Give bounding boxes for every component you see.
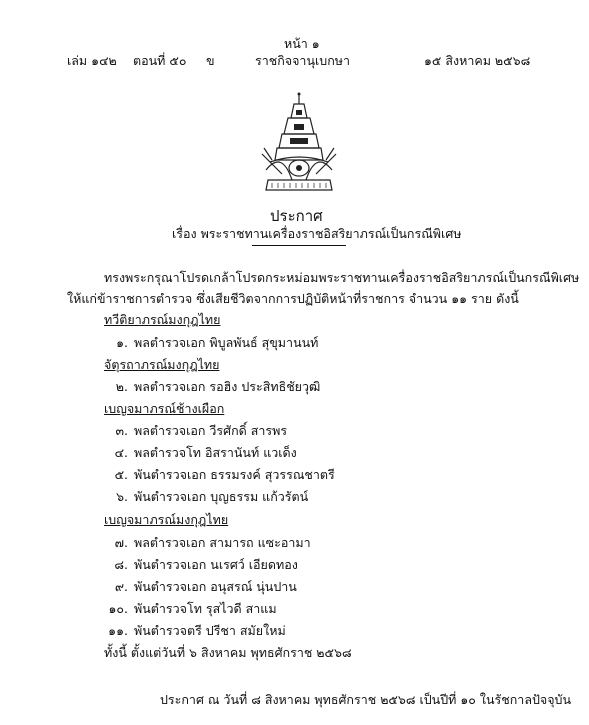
- item-name: พันตำรวจเอก นเรศว์ เอียดทอง: [134, 557, 298, 572]
- section-number: ตอนที่ ๕๐: [133, 53, 187, 68]
- series-letter: ข: [206, 53, 215, 68]
- list-item: [98, 533, 311, 553]
- item-number: ๘.: [114, 557, 128, 572]
- item-name: พันตำรวจเอก ธรรมรงค์ สุวรรณชาตรี: [134, 467, 335, 482]
- page-number: หน้า ๑: [284, 36, 320, 51]
- section-heading: เบญจมาภรณ์มงกุฎไทย: [104, 512, 229, 527]
- list-item: [98, 333, 318, 353]
- list-item: [98, 621, 286, 641]
- item-name: พลตำรวจเอก สามารถ แซะอามา: [134, 535, 311, 550]
- section-heading: จัตุรถาภรณ์มงกุฎไทย: [104, 357, 220, 372]
- intro-line-1: ทรงพระกรุณาโปรดเกล้าโปรดกระหม่อมพระราชทานเครื่องราชอิสริยาภรณ์เป็นกรณีพิเศษ: [104, 270, 580, 285]
- item-number: ๔.: [114, 445, 128, 460]
- list-item: [98, 443, 297, 463]
- list-item: [98, 599, 277, 619]
- gazette-date: ๑๕ สิงหาคม ๒๕๖๘: [424, 53, 531, 68]
- announcement-date: ประกาศ ณ วันที่ ๘ สิงหาคม พุทธศักราช ๒๕๖๘ เป็นปีที่ ๑๐ ในรัชกาลปัจจุบัน: [160, 692, 572, 707]
- intro-line-2: ให้แก่ข้าราชการตำรวจ ซึ่งเสียชีวิตจากการปฏิบัติหน้าที่ราชการ จำนวน ๑๑ ราย ดังนี้: [67, 291, 519, 306]
- item-number: ๕.: [114, 467, 128, 482]
- item-name: พันตำรวจตรี ปรีชา สมัยใหม่: [134, 623, 286, 638]
- item-number: ๑.: [116, 335, 128, 350]
- effective-date: ทั้งนี้ ตั้งแต่วันที่ ๖ สิงหาคม พุทธศักราช ๒๕๖๘: [104, 645, 352, 660]
- gazette-name: ราชกิจจานุเบกษา: [255, 53, 351, 68]
- item-number: ๒.: [115, 379, 128, 394]
- item-number: ๑๑.: [108, 623, 128, 638]
- section-heading: เบญจมาภรณ์ช้างเผือก: [104, 401, 225, 416]
- item-number: ๗.: [114, 535, 128, 550]
- item-name: พลตำรวจเอก รอฮิง ประสิทธิชัยวุฒิ: [134, 379, 321, 394]
- announcement-subject: เรื่อง พระราชทานเครื่องราชอิสริยาภรณ์เป็นกรณีพิเศษ: [172, 226, 462, 241]
- list-item: [98, 465, 335, 485]
- list-item: [98, 377, 320, 397]
- list-item: [98, 555, 298, 575]
- item-name: พันตำรวจเอก บุญธรรม แก้วรัตน์: [134, 489, 309, 504]
- title-divider: [252, 245, 346, 246]
- volume-number: เล่ม ๑๔๒: [67, 53, 117, 68]
- announcement-title: ประกาศ: [270, 207, 323, 225]
- item-number: ๑๐.: [108, 601, 128, 616]
- item-name: พันตำรวจเอก อนุสรณ์ นุ่นปาน: [134, 579, 297, 594]
- list-item: [98, 487, 308, 507]
- item-name: พันตำรวจโท รุสไวดี สาแม: [134, 601, 277, 616]
- item-name: พลตำรวจโท อิสรานันท์ แวเด็ง: [134, 445, 297, 460]
- royal-crown-emblem-icon: [252, 90, 346, 194]
- section-heading: ทวีติยาภรณ์มงกุฎไทย: [104, 312, 221, 327]
- list-item: [98, 577, 297, 597]
- royal-emblem: [252, 90, 346, 194]
- item-number: ๓.: [115, 423, 128, 438]
- list-item: [98, 421, 287, 441]
- item-number: ๙.: [114, 579, 128, 594]
- item-number: ๖.: [116, 489, 128, 504]
- item-name: พลตำรวจเอก วีรศักดิ์ สารพร: [134, 423, 288, 438]
- item-name: พลตำรวจเอก พิบูลพันธ์ สุขุมานนท์: [134, 335, 319, 350]
